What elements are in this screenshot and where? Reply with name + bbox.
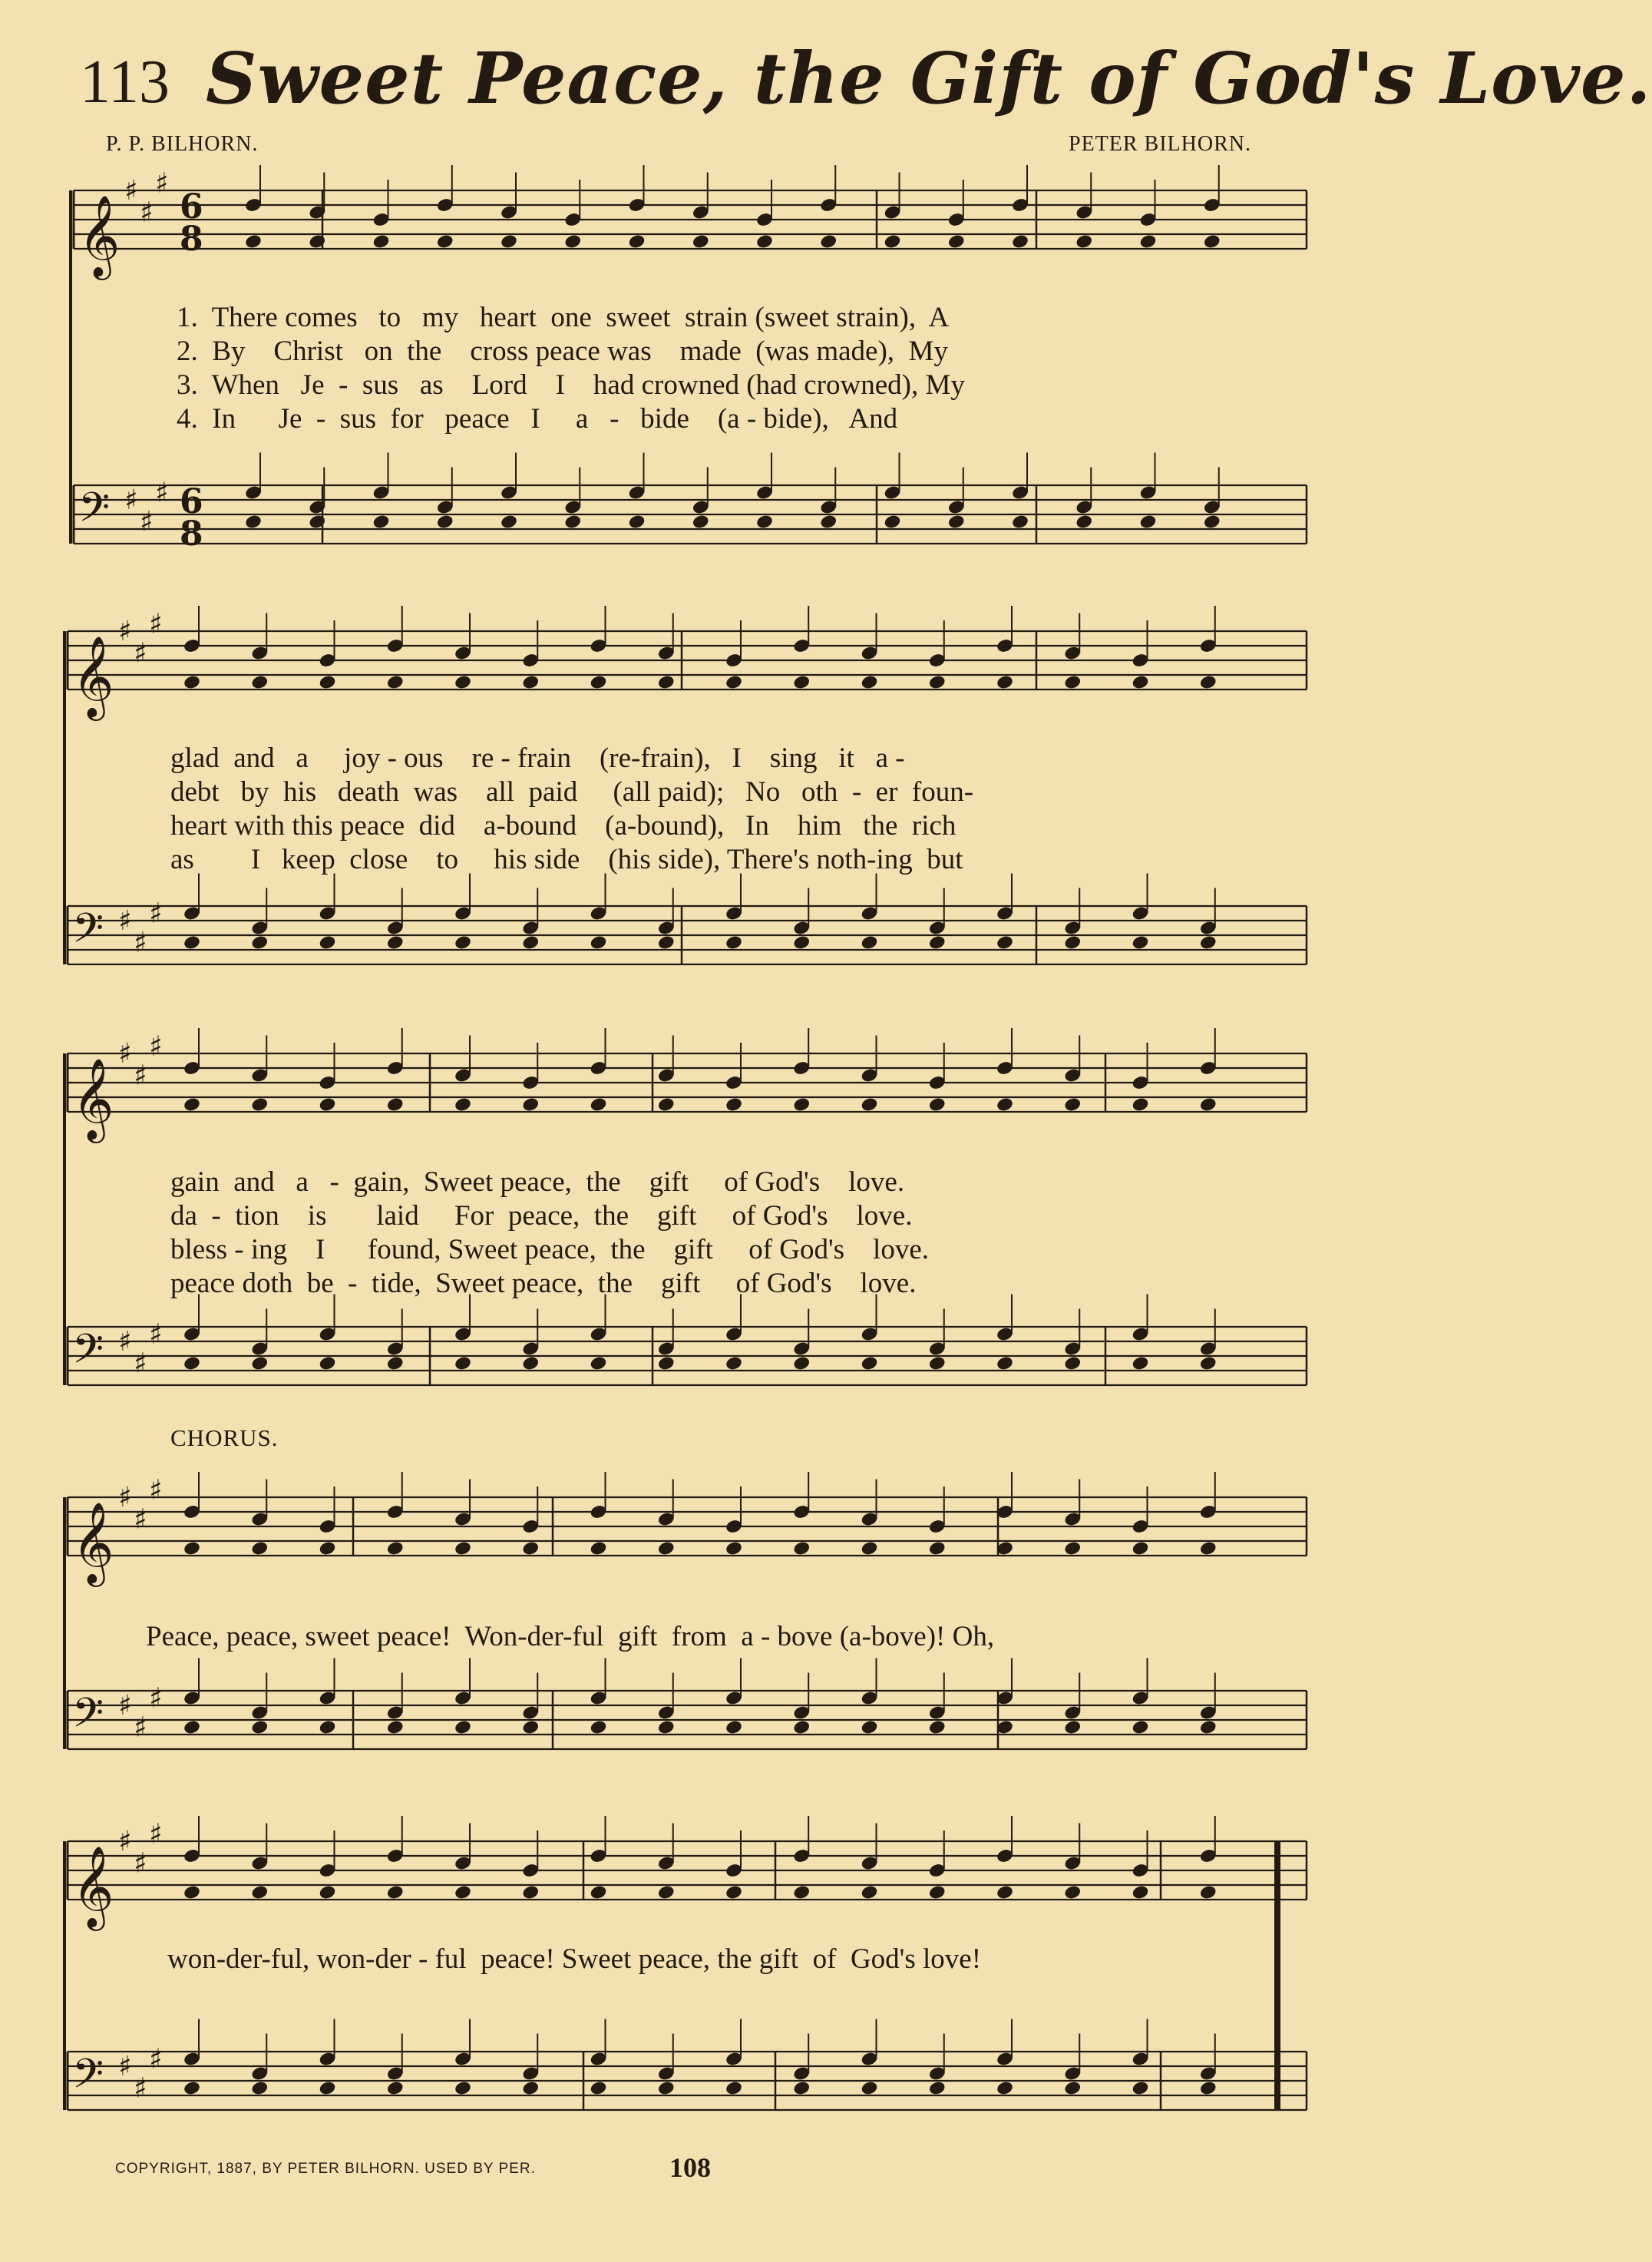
notehead (657, 1096, 676, 1113)
notehead (725, 2080, 743, 2096)
sharp-icon: ♯ (149, 1818, 163, 1850)
notehead (928, 2080, 947, 2096)
sharp-icon: ♯ (118, 905, 132, 937)
lyric-verse-3: bless - ing I found, Sweet peace, the gift of God's love. (170, 1234, 929, 1265)
sharp-icon: ♯ (118, 2051, 132, 2082)
notehead (792, 1540, 811, 1556)
notehead (996, 1884, 1014, 1900)
notehead (1199, 1884, 1218, 1900)
notehead (319, 1096, 337, 1113)
notehead (725, 674, 743, 690)
notehead (454, 1540, 472, 1556)
notehead (454, 1096, 472, 1113)
notehead (1132, 1096, 1150, 1113)
notehead (436, 514, 454, 530)
notehead (657, 1540, 676, 1556)
notehead (996, 2080, 1014, 2096)
notehead (250, 1540, 269, 1556)
notehead (521, 674, 540, 690)
notehead (657, 934, 676, 951)
hymn-title: Sweet Peace, the Gift of God's Love. (206, 37, 1652, 120)
notehead (755, 233, 774, 250)
notehead (521, 1719, 540, 1735)
notehead (590, 1540, 608, 1556)
sharp-icon: ♯ (149, 608, 163, 640)
notehead (861, 934, 879, 951)
final-bar-line (1274, 1841, 1280, 2110)
chorus-lyric-line-2: won-der-ful, won-der - ful peace! Sweet peace, the gift of God's love! (167, 1943, 982, 1975)
sharp-icon: ♯ (118, 1690, 132, 1721)
notehead (1199, 1719, 1218, 1735)
notehead (319, 1884, 337, 1900)
notehead (563, 514, 582, 530)
notehead (590, 1355, 608, 1371)
notehead (928, 1096, 947, 1113)
notehead (386, 1884, 405, 1900)
notehead (590, 2080, 608, 2096)
sharp-icon: ♯ (134, 1711, 147, 1744)
notehead (521, 1096, 540, 1113)
notehead (386, 1719, 405, 1735)
notehead (725, 1884, 743, 1900)
notehead (244, 233, 263, 250)
notehead (183, 1884, 201, 1900)
time-signature-top: 6 (180, 187, 203, 227)
time-signature-bottom: 8 (180, 514, 203, 554)
notehead (928, 674, 947, 690)
notehead (928, 1540, 947, 1556)
notehead (1132, 1540, 1150, 1556)
sharp-icon: ♯ (118, 1326, 132, 1358)
notehead (521, 1540, 540, 1556)
notehead (1132, 1719, 1150, 1735)
sharp-icon: ♯ (140, 197, 154, 229)
notehead (386, 674, 405, 690)
bass-clef: 𝄢 (72, 1690, 104, 1747)
bass-clef: 𝄢 (78, 484, 111, 541)
sharp-icon: ♯ (124, 175, 138, 207)
bass-clef: 𝄢 (72, 2051, 104, 2108)
sharp-icon: ♯ (134, 927, 147, 959)
notehead (372, 514, 391, 530)
notehead (725, 1096, 743, 1113)
lyric-verse-1: glad and a joy - ous re - frain (re-frain), I sing it a - (170, 742, 905, 774)
notehead (308, 233, 326, 250)
notehead (386, 934, 405, 951)
notehead (1075, 514, 1093, 530)
sharp-icon: ♯ (134, 1847, 147, 1880)
sharp-icon: ♯ (149, 1030, 163, 1063)
notehead (819, 233, 838, 250)
notehead (657, 1884, 676, 1900)
notehead (947, 514, 966, 530)
notehead (319, 1355, 337, 1371)
music-credit: PETER BILHORN. (1069, 132, 1251, 156)
treble-clef: 𝄞 (72, 1501, 114, 1583)
notehead (1203, 233, 1221, 250)
notehead (928, 1719, 947, 1735)
notehead (500, 233, 518, 250)
notehead (454, 674, 472, 690)
notehead (386, 1355, 405, 1371)
notehead (884, 514, 902, 530)
sharp-icon: ♯ (149, 2043, 163, 2075)
notehead (183, 2080, 201, 2096)
bass-clef: 𝄢 (72, 1326, 104, 1383)
notehead (628, 233, 646, 250)
notehead (250, 1719, 269, 1735)
sharp-icon: ♯ (118, 1826, 132, 1857)
notehead (996, 934, 1014, 951)
notehead (996, 1096, 1014, 1113)
notehead (250, 1096, 269, 1113)
notehead (1075, 233, 1093, 250)
notehead (725, 1540, 743, 1556)
sharp-icon: ♯ (149, 1682, 163, 1715)
sharp-icon: ♯ (118, 1038, 132, 1070)
notehead (1063, 1719, 1082, 1735)
notehead (590, 1096, 608, 1113)
notehead (590, 1884, 608, 1900)
notehead (792, 674, 811, 690)
chorus-label: CHORUS. (170, 1424, 279, 1451)
notehead (928, 1355, 947, 1371)
notehead (250, 934, 269, 951)
notehead (884, 233, 902, 250)
notehead (250, 2080, 269, 2096)
notehead (386, 1096, 405, 1113)
notehead (692, 233, 710, 250)
notehead (1063, 1355, 1082, 1371)
sharp-icon: ♯ (134, 1503, 147, 1536)
notehead (563, 233, 582, 250)
notehead (792, 1719, 811, 1735)
notehead (183, 674, 201, 690)
notehead (521, 934, 540, 951)
sharp-icon: ♯ (155, 477, 169, 509)
notehead (1063, 2080, 1082, 2096)
sharp-icon: ♯ (118, 1482, 132, 1513)
treble-clef: 𝄞 (72, 1845, 114, 1927)
time-signature-top: 6 (180, 482, 203, 521)
notehead (1063, 1884, 1082, 1900)
notehead (725, 1355, 743, 1371)
notehead (183, 934, 201, 951)
notehead (996, 674, 1014, 690)
notehead (319, 1719, 337, 1735)
notehead (244, 514, 263, 530)
notehead (628, 514, 646, 530)
notehead (1011, 514, 1029, 530)
notehead (319, 674, 337, 690)
notehead (454, 934, 472, 951)
copyright-notice: COPYRIGHT, 1887, BY PETER BILHORN. USED BY PER. (115, 2161, 536, 2177)
notehead (521, 1884, 540, 1900)
notehead (590, 934, 608, 951)
notehead (500, 514, 518, 530)
notehead (1132, 1355, 1150, 1371)
notehead (1139, 233, 1158, 250)
notehead (1063, 934, 1082, 951)
treble-clef: 𝄞 (72, 635, 114, 717)
treble-clef: 𝄞 (78, 194, 121, 276)
bass-clef: 𝄢 (72, 905, 104, 962)
sharp-icon: ♯ (118, 616, 132, 647)
notehead (861, 1355, 879, 1371)
lyric-verse-4: as I keep close to his side (his side), There's noth-ing but (170, 844, 963, 875)
notehead (1199, 934, 1218, 951)
notehead (183, 1540, 201, 1556)
notehead (792, 934, 811, 951)
notehead (1132, 934, 1150, 951)
notehead (1063, 1540, 1082, 1556)
notehead (1132, 1884, 1150, 1900)
notehead (725, 1719, 743, 1735)
sharp-icon: ♯ (149, 1318, 163, 1351)
lyric-verse-2: 2. By Christ on the cross peace was made (was made), My (177, 336, 948, 367)
lyric-verse-3: 3. When Je - sus as Lord I had crowned (had crowned), My (177, 369, 965, 401)
notehead (1132, 2080, 1150, 2096)
notehead (861, 674, 879, 690)
notehead (386, 1540, 405, 1556)
notehead (521, 2080, 540, 2096)
sharp-icon: ♯ (134, 637, 147, 670)
notehead (250, 674, 269, 690)
notehead (372, 233, 391, 250)
lyric-verse-1: gain and a - gain, Sweet peace, the gift of God's love. (170, 1166, 905, 1198)
page-number: 108 (669, 2152, 711, 2183)
notehead (861, 1096, 879, 1113)
notehead (319, 934, 337, 951)
notehead (1203, 514, 1221, 530)
notehead (792, 1355, 811, 1371)
notehead (792, 2080, 811, 2096)
chorus-lyric-line-1: Peace, peace, sweet peace! Won-der-ful gift from a - bove (a-bove)! Oh, (146, 1621, 995, 1652)
notehead (657, 2080, 676, 2096)
words-credit: P. P. BILHORN. (106, 132, 259, 156)
lyric-verse-2: da - tion is laid For peace, the gift of God's love. (170, 1200, 913, 1232)
sharp-icon: ♯ (134, 1348, 147, 1380)
notehead (657, 1719, 676, 1735)
sharp-icon: ♯ (134, 1060, 147, 1092)
notehead (928, 1884, 947, 1900)
sharp-icon: ♯ (149, 898, 163, 930)
notehead (657, 1355, 676, 1371)
notehead (819, 514, 838, 530)
lyric-verse-3: heart with this peace did a-bound (a-bound), In him the rich (170, 810, 957, 842)
hymn-number: 113 (80, 48, 170, 116)
notehead (1139, 514, 1158, 530)
notehead (861, 1719, 879, 1735)
notehead (590, 1719, 608, 1735)
sharp-icon: ♯ (140, 506, 154, 538)
lyric-verse-4: 4. In Je - sus for peace I a - bide (a - bide), And (177, 403, 898, 435)
notehead (454, 1884, 472, 1900)
sharp-icon: ♯ (134, 2072, 147, 2105)
notehead (1199, 1540, 1218, 1556)
notehead (183, 1719, 201, 1735)
notehead (1132, 674, 1150, 690)
sharp-icon: ♯ (149, 1474, 163, 1506)
notehead (861, 1540, 879, 1556)
notehead (725, 934, 743, 951)
notehead (183, 1096, 201, 1113)
notehead (1011, 233, 1029, 250)
treble-clef: 𝄞 (72, 1057, 114, 1139)
notehead (657, 674, 676, 690)
lyric-verse-1: 1. There comes to my heart one sweet strain (sweet strain), A (177, 302, 950, 333)
notehead (319, 2080, 337, 2096)
lyric-verse-4: peace doth be - tide, Sweet peace, the gift of God's love. (170, 1268, 917, 1299)
notehead (692, 514, 710, 530)
notehead (183, 1355, 201, 1371)
notehead (1063, 1096, 1082, 1113)
notehead (454, 1719, 472, 1735)
notehead (1199, 1355, 1218, 1371)
sharp-icon: ♯ (155, 167, 169, 200)
notehead (1199, 2080, 1218, 2096)
notehead (250, 1355, 269, 1371)
notehead (1199, 1096, 1218, 1113)
sharp-icon: ♯ (124, 484, 138, 516)
notehead (1063, 674, 1082, 690)
notehead (755, 514, 774, 530)
notehead (250, 1884, 269, 1900)
notehead (947, 233, 966, 250)
notehead (590, 674, 608, 690)
notehead (436, 233, 454, 250)
notehead (1199, 674, 1218, 690)
time-signature-bottom: 8 (180, 220, 203, 259)
notehead (454, 1355, 472, 1371)
notehead (792, 1884, 811, 1900)
notehead (454, 2080, 472, 2096)
notehead (792, 1096, 811, 1113)
notehead (996, 1355, 1014, 1371)
notehead (521, 1355, 540, 1371)
notehead (319, 1540, 337, 1556)
notehead (308, 514, 326, 530)
notehead (928, 934, 947, 951)
notehead (861, 2080, 879, 2096)
notehead (386, 2080, 405, 2096)
notehead (861, 1884, 879, 1900)
lyric-verse-2: debt by his death was all paid (all paid); No oth - er foun- (170, 776, 974, 808)
